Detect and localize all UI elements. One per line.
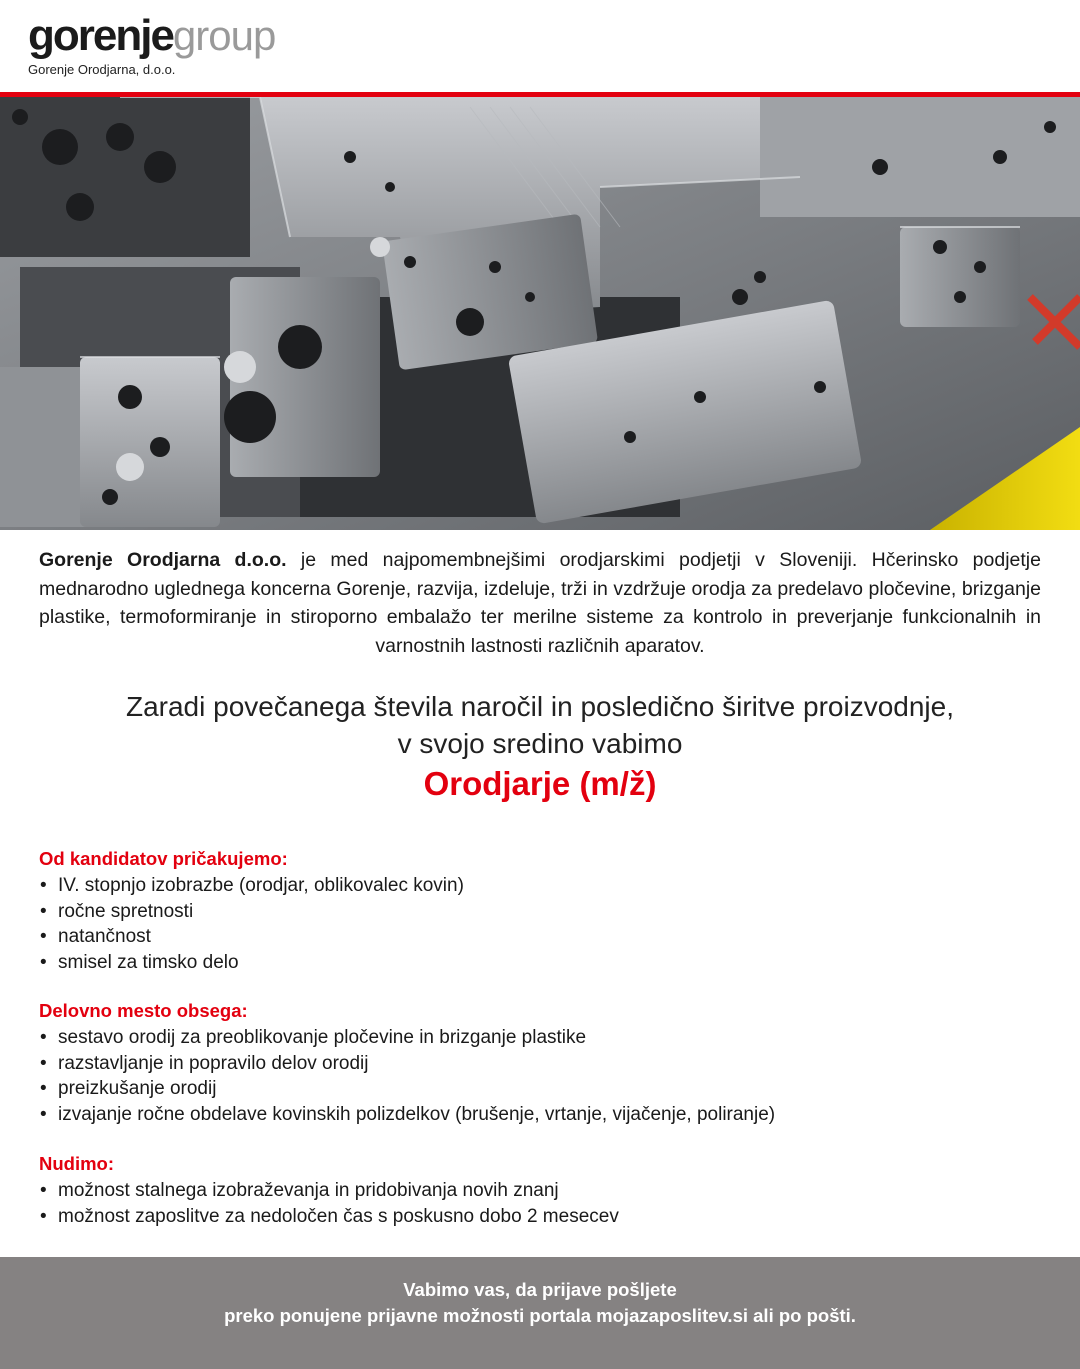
list-item: • izvajanje ročne obdelave kovinskih polizdelkov (brušenje, vrtanje, vijačenje, poliranje) [39,1102,1039,1128]
position-title: Orodjarje (m/ž) [423,765,657,802]
footer-line-1: Vabimo vas, da prijave pošljete [403,1279,677,1300]
list-item: • razstavljanje in popravilo delov orodij [39,1051,1039,1077]
section-title: Delovno mesto obsega: [39,1000,248,1021]
intro-company-name: Gorenje Orodjarna d.o.o. [39,549,287,571]
requirements-section [39,846,1039,975]
company-intro [39,546,1041,660]
list-item: • natančnost [39,924,1039,950]
list-item: • ročne spretnosti [39,899,1039,925]
list-item: • možnost stalnega izobraževanja in pridobivanja novih znanj [39,1178,1039,1204]
list-item: • smisel za timsko delo [39,950,1039,976]
list-item: • preizkušanje orodij [39,1076,1039,1102]
company-subtitle: Gorenje Orodjarna, d.o.o. [28,62,176,77]
invitation-line-2: v svojo sredino vabimo [397,728,683,759]
logo-group-text: group [172,12,276,59]
logo-main-text: gorenje [28,11,173,60]
invitation [40,688,1040,762]
header [0,0,1080,94]
list-item: • možnost zaposlitve za nedoločen čas s poskusno dobo 2 mesecev [39,1204,1039,1230]
section-title: Nudimo: [39,1153,115,1174]
list-item: • sestavo orodij za preoblikovanje pločevine in brizganje plastike [39,1025,1039,1051]
footer-line-2: preko ponujene prijavne možnosti portala mojazaposlitev.si ali po pošti. [224,1305,856,1326]
invitation-line-1: Zaradi povečanega števila naročil in posledično širitve proizvodnje, [125,691,954,722]
list-item: • IV. stopnjo izobrazbe (orodjar, oblikovalec kovin) [39,873,1039,899]
tooling-photo [0,97,1080,530]
duties-section [39,998,1039,1127]
company-logo [28,11,276,60]
intro-text: je med najpomembnejšimi orodjarskimi podjetji v Sloveniji. Hčerinsko podjetje mednarodno uglednega koncerna Gorenje, razvija, izdeluje, trži in vzdržuje orodja za predelavo pločevine, brizganje plastike, termoformiranje in stiroporno embalažo ter merilne sisteme za kontrolo in preverjanje funkcionalnih in varnostnih lastnosti različnih aparatov. [39,549,1041,657]
footer-banner [0,1257,1080,1369]
offer-section [39,1151,1039,1229]
section-title: Od kandidatov pričakujemo: [39,848,288,869]
